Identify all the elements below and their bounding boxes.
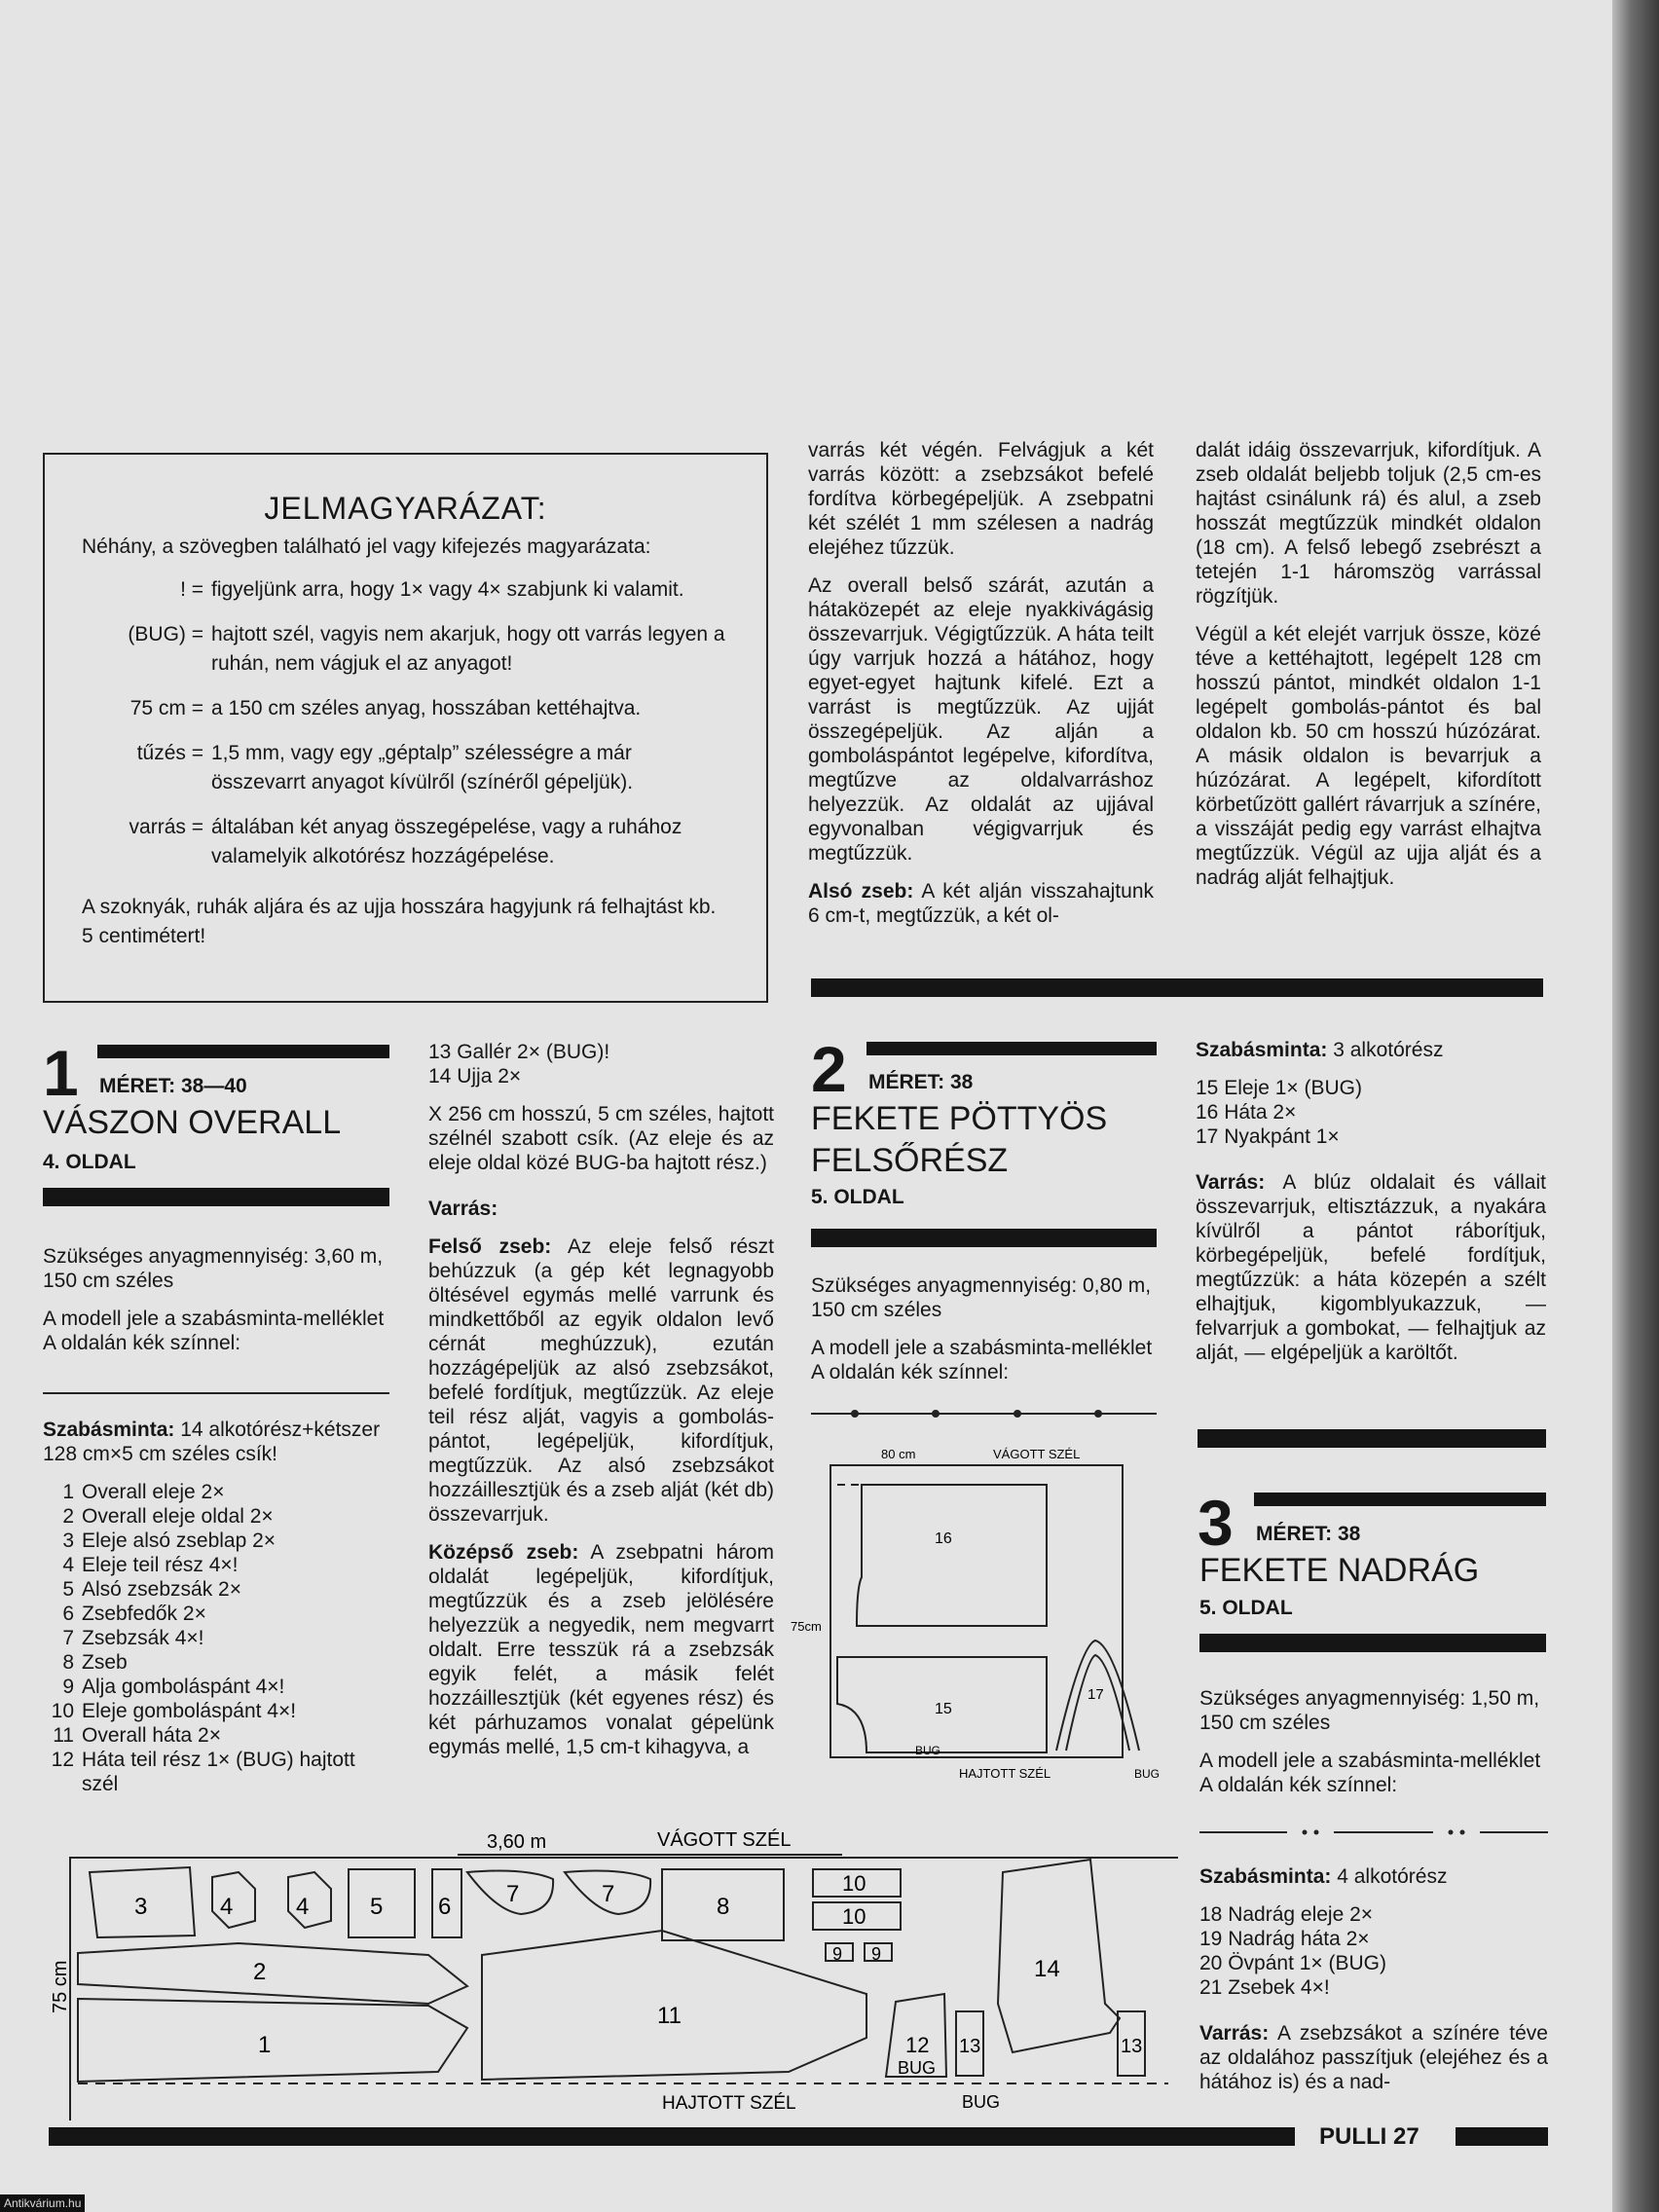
model2-title-line1: FEKETE PÖTTYÖS	[811, 1100, 1108, 1137]
text: A zsebzsákot a színére téve az oldalához passzítjuk (elejéhez és a hátához is) és a nad-	[1199, 2022, 1548, 2093]
width-label: 80 cm	[881, 1447, 916, 1461]
list-item: 17 Nyakpánt 1×	[1196, 1125, 1340, 1148]
model3-bar	[1254, 1493, 1546, 1506]
text: A blúz oldalait és vállait összevarrjuk, eltisztázzuk, a nyakára kívülről a pántot ráborítjuk, körbegépeljük, befelé fordítjuk, megtűzzük: a háta közepén a szélt elhajtjuk, kigomblyukazzuk, — felvarrjuk a gombokat, — felhajtjuk az alját, — elgépeljük a karöltőt.	[1196, 1171, 1546, 1364]
piece-label: 7	[602, 1881, 615, 1907]
legend-value: hajtott szél, vagyis nem akarjuk, hogy ott varrás legyen a ruhán, nem vágjuk el az anyagot!	[211, 623, 725, 675]
piece-label: 6	[438, 1894, 452, 1920]
top-column-4	[1196, 438, 1541, 903]
label: Varrás:	[1196, 1171, 1266, 1194]
material: Szükséges anyagmennyiség: 1,50 m, 150 cm széles	[1199, 1687, 1540, 1734]
list-item: 16 Háta 2×	[1196, 1101, 1297, 1124]
list-item: 15 Eleje 1× (BUG)	[1196, 1077, 1362, 1099]
list-item: 3 Eleje alsó zseblap 2×	[62, 1530, 276, 1552]
text: Az eleje felső részt behúzzuk (a gép két legnagyobb öltésével egymás mellé varrunk és mindkettőből az egyik oldalon levő cérnát meghúzzuk), ezután hozzágépeljük az alsó zsebzsákot, befelé fordítjuk, megtűzzük. Az eleje teil rész alját, vagyis a gomboláspántot, legépeljük, kifordítjuk, megtűzzük. Az alsó zsebzsákot hozzáillesztjük és a zseb alját (két db) összevarrjuk.	[428, 1235, 774, 1526]
model2-column	[811, 1273, 1157, 1398]
model-mark: A modell jele a szabásminta-melléklet A oldalán kék színnel:	[811, 1337, 1153, 1383]
model2-column-4	[1196, 1038, 1546, 1379]
legend-value: általában két anyag összegépelése, vagy a ruhához valamelyik alkotórész hozzágépelése.	[211, 816, 682, 867]
legend-value: 1,5 mm, vagy egy „géptalp” szélességre a már összevarrt anyagot kívülről (színéről gépeljük).	[211, 742, 634, 793]
cut-edge-label: VÁGOTT SZÉL	[657, 1829, 792, 1851]
model2-number: 2	[811, 1033, 847, 1105]
legend-key: (BUG) =	[128, 623, 203, 645]
label: Középső zseb:	[428, 1541, 579, 1564]
legend-row	[82, 739, 729, 797]
top-column-3	[808, 438, 1154, 941]
bug-label: BUG	[962, 2092, 1001, 2112]
model3-column-lower	[1199, 1864, 1548, 2108]
list-item: 18 Nadrág eleje 2×	[1199, 1903, 1374, 1926]
paragraph: Az overall belső szárát, azután a hátaközepét az eleje nyakkivágásig összevarrjuk. Végigtűzzük. A háta teilt úgy varrjuk hozzá a hátához, hogy egyet-egyet hajtunk kifelé. Ezt a varrást is megtűzzük. Az ujját összegépeljük. Az alján a gomboláspántot legépelve, kifordítva, megtűzve az oldalvarráshoz helyezzük. Az oldalát az ujjával egyvonalban végigvarrjuk és megtűzzük.	[808, 574, 1154, 865]
model2-bar	[866, 1042, 1157, 1055]
material: Szükséges anyagmennyiség: 3,60 m, 150 cm széles	[43, 1245, 384, 1292]
model2-mark-line	[811, 1406, 1157, 1421]
model1-title: VÁSZON OVERALL	[43, 1104, 342, 1141]
model1-bar-bottom	[43, 1188, 389, 1206]
bug-label: BUG	[915, 1744, 941, 1757]
model1-number: 1	[43, 1037, 79, 1109]
legend-row	[82, 575, 729, 605]
paragraph	[428, 1540, 774, 1759]
fold-edge-label: HAJTOTT SZÉL	[662, 2093, 796, 2114]
piece-label: 12	[905, 2033, 930, 2057]
text: A két alján visszahajtunk 6 cm-t, megtűzzük, a két ol-	[808, 880, 1154, 927]
piece-label: 9	[871, 1944, 882, 1964]
list-item: 6 Zsebfedők 2×	[62, 1603, 206, 1625]
legend-key: varrás =	[129, 816, 203, 838]
bleed-through-area	[166, 19, 672, 428]
list-item: 1 Overall eleje 2×	[62, 1481, 225, 1503]
pattern	[1199, 1864, 1548, 1889]
piece-label: 13	[1121, 2036, 1143, 2057]
legend-value: figyeljünk arra, hogy 1× vagy 4× szabjunk ki valamit.	[211, 578, 684, 601]
text: 3 alkotórész	[1333, 1039, 1444, 1061]
piece-label: 10	[842, 1871, 866, 1896]
label: Felső zseb:	[428, 1235, 552, 1258]
legend-key: ! =	[180, 578, 203, 601]
model1-page: 4. OLDAL	[43, 1151, 136, 1173]
list-item: 2 Overall eleje oldal 2×	[62, 1505, 274, 1528]
model2-pattern-diagram	[789, 1441, 1178, 1791]
piece-label: 7	[506, 1881, 520, 1907]
model1-size: MÉRET: 38—40	[99, 1075, 247, 1097]
bug-label: BUG	[1134, 1767, 1161, 1781]
list-item: 21 Zsebek 4×!	[1199, 1976, 1330, 1999]
pattern	[1196, 1038, 1546, 1062]
footer-bar	[49, 2127, 1295, 2146]
model3-page: 5. OLDAL	[1199, 1597, 1293, 1619]
list-item: 20 Övpánt 1× (BUG)	[1199, 1952, 1387, 1974]
list-item: 14 Ujja 2×	[428, 1065, 522, 1088]
piece-label: 15	[935, 1701, 952, 1717]
footer-bar-right	[1456, 2127, 1548, 2146]
paragraph: dalát idáig összevarrjuk, kifordítjuk. A zseb oldalát beljebb toljuk (2,5 cm-es hajtást csinálunk rá) és alul, a zseb hosszát megtűzzük mindkét oldalon (18 cm). A felső lebegő zsebrészt a tetején 1-1 háromszög varrással rögzítjük.	[1196, 439, 1541, 608]
label: Alsó zseb:	[808, 880, 914, 903]
list-item: 12 Háta teil rész 1× (BUG) hajtott szél	[51, 1749, 355, 1795]
piece-label: 17	[1088, 1686, 1104, 1703]
list-item: 7 Zsebzsák 4×!	[62, 1627, 204, 1649]
model2-page: 5. OLDAL	[811, 1186, 904, 1208]
parts-list	[43, 1480, 389, 1796]
label: Varrás:	[1199, 2022, 1270, 2045]
piece-label: 11	[657, 2003, 682, 2029]
list-item: 8 Zseb	[62, 1651, 128, 1674]
piece-label: 4	[220, 1894, 234, 1920]
page-edge-shadow	[1612, 0, 1659, 2212]
paragraph	[428, 1235, 774, 1527]
model1-mark-line	[43, 1392, 389, 1394]
piece-label: 13	[959, 2036, 981, 2057]
footer-page-label: PULLI 27	[1319, 2123, 1419, 2150]
model1-bar	[97, 1045, 389, 1058]
text: A zsebpatni három oldalát legépeljük, kifordítjuk, megtűzzük és a zseb jelölésére helyezzük a negyedik, nem megvarrt oldalt. Erre tesszük rá a zsebzsák egyik felét, a másik felét hozzáillesztjük (két egyenes rész) és két párhuzamos vonalat gépelünk egymás mellé, 1,5 cm-t kihagyva, a	[428, 1541, 774, 1758]
legend-value: a 150 cm széles anyag, hosszában kettéhajtva.	[211, 697, 642, 719]
legend-row	[82, 694, 729, 723]
text: 4 alkotórész	[1337, 1865, 1448, 1888]
list-item: 5 Alsó zsebzsák 2×	[62, 1578, 242, 1601]
strip-note: X 256 cm hosszú, 5 cm széles, hajtott szélnél szabott csík. (Az eleje és az eleje oldal közé BUG-ba hajtott rész.)	[428, 1103, 774, 1174]
legend-note: A szoknyák, ruhák aljára és az ujja hosszára hagyjunk rá felhajtást kb. 5 centimétert!	[82, 896, 717, 947]
list-item: 11 Overall háta 2×	[53, 1724, 222, 1747]
piece-label: 2	[253, 1959, 267, 1985]
text: 14 alkotórész+kétszer 128 cm×5 cm széles csík!	[43, 1419, 381, 1465]
side-label: 75 cm	[50, 1960, 71, 2013]
piece-label: 16	[935, 1530, 952, 1547]
model3-title: FEKETE NADRÁG	[1199, 1552, 1480, 1589]
section-divider	[1198, 1429, 1546, 1448]
section-divider	[811, 978, 1543, 997]
model1-layout-diagram	[39, 1819, 1178, 2120]
model3-size: MÉRET: 38	[1256, 1523, 1361, 1545]
piece-label: 8	[717, 1894, 730, 1920]
paragraph	[1196, 1170, 1546, 1365]
list-item: 13 Gallér 2× (BUG)!	[428, 1041, 610, 1063]
piece-label: 5	[370, 1894, 384, 1920]
model2-title-line2: FELSŐRÉSZ	[811, 1142, 1009, 1179]
piece-label: 4	[296, 1894, 310, 1920]
label: Szabásminta:	[1199, 1865, 1332, 1888]
paragraph: Végül a két elejét varrjuk össze, közé téve a kettéhajtott, legépelt 128 cm hosszú pántot, mindkét oldalon 1-1 legépelt gombolás-pántot és bal oldalon kb. 50 cm hosszú húzózárat. A másik oldalon is bevarrjuk a húzózárat. A legépelt, kifordított körbetűzött gallért rávarrjuk a színére, a visszáját pedig egy varrást elhajtva megtűzzük. Végül az ujja alját és a nadrág alját felhajtjuk.	[1196, 623, 1541, 889]
model3-mark-line	[1199, 1826, 1548, 1838]
label: Szabásminta:	[43, 1419, 175, 1441]
bug-label: BUG	[898, 2058, 937, 2078]
paragraph: varrás két végén. Felvágjuk a két varrás között: a zsebzsákot befelé fordítva körbegépeljük. A zsebpatni két szélét 1 mm szélesen a nadrág elejéhez tűzzük.	[808, 439, 1154, 559]
model2-size: MÉRET: 38	[868, 1071, 974, 1093]
label: Szabásminta:	[1196, 1039, 1328, 1061]
watermark: Antikvárium.hu	[0, 2194, 85, 2212]
length-label: 3,60 m	[487, 1831, 547, 1853]
list-item: 10 Eleje gomboláspánt 4×!	[51, 1700, 297, 1722]
legend-title: JELMAGYARÁZAT:	[264, 491, 547, 526]
piece-label: 3	[134, 1894, 148, 1920]
model-mark: A modell jele a szabásminta-melléklet A oldalán kék színnel:	[43, 1308, 385, 1354]
model2-bar-bottom	[811, 1229, 1157, 1247]
material: Szükséges anyagmennyiség: 0,80 m, 150 cm széles	[811, 1274, 1152, 1321]
legend-row	[82, 620, 729, 679]
legend-key: 75 cm =	[129, 697, 203, 719]
paragraph	[808, 879, 1154, 928]
piece-label: 10	[842, 1904, 866, 1929]
legend-row	[82, 813, 729, 871]
pattern	[43, 1418, 389, 1466]
model3-number: 3	[1198, 1487, 1234, 1559]
side-label: 75cm	[791, 1619, 822, 1634]
cut-edge-label: VÁGOTT SZÉL	[993, 1447, 1081, 1461]
fold-edge-label: HAJTOTT SZÉL	[959, 1766, 1051, 1781]
piece-label: 1	[258, 2032, 272, 2058]
model-mark: A modell jele a szabásminta-melléklet A oldalán kék színnel:	[1199, 1750, 1541, 1796]
legend-intro: Néhány, a szövegben található jel vagy kifejezés magyarázata:	[82, 535, 651, 558]
list-item: 19 Nadrág háta 2×	[1199, 1928, 1370, 1950]
legend-box	[43, 453, 768, 1003]
model1-column	[43, 1244, 389, 1796]
sewing-heading: Varrás:	[428, 1198, 498, 1220]
model3-column	[1199, 1686, 1548, 1811]
piece-label: 14	[1034, 1956, 1060, 1982]
list-item: 9 Alja gomboláspánt 4×!	[62, 1676, 285, 1698]
legend-key: tűzés =	[136, 742, 203, 764]
paragraph	[1199, 2021, 1548, 2094]
model1-column-2	[428, 1040, 774, 1773]
list-item: 4 Eleje teil rész 4×!	[62, 1554, 239, 1576]
model3-bar-bottom	[1199, 1634, 1546, 1652]
piece-label: 9	[832, 1944, 843, 1964]
